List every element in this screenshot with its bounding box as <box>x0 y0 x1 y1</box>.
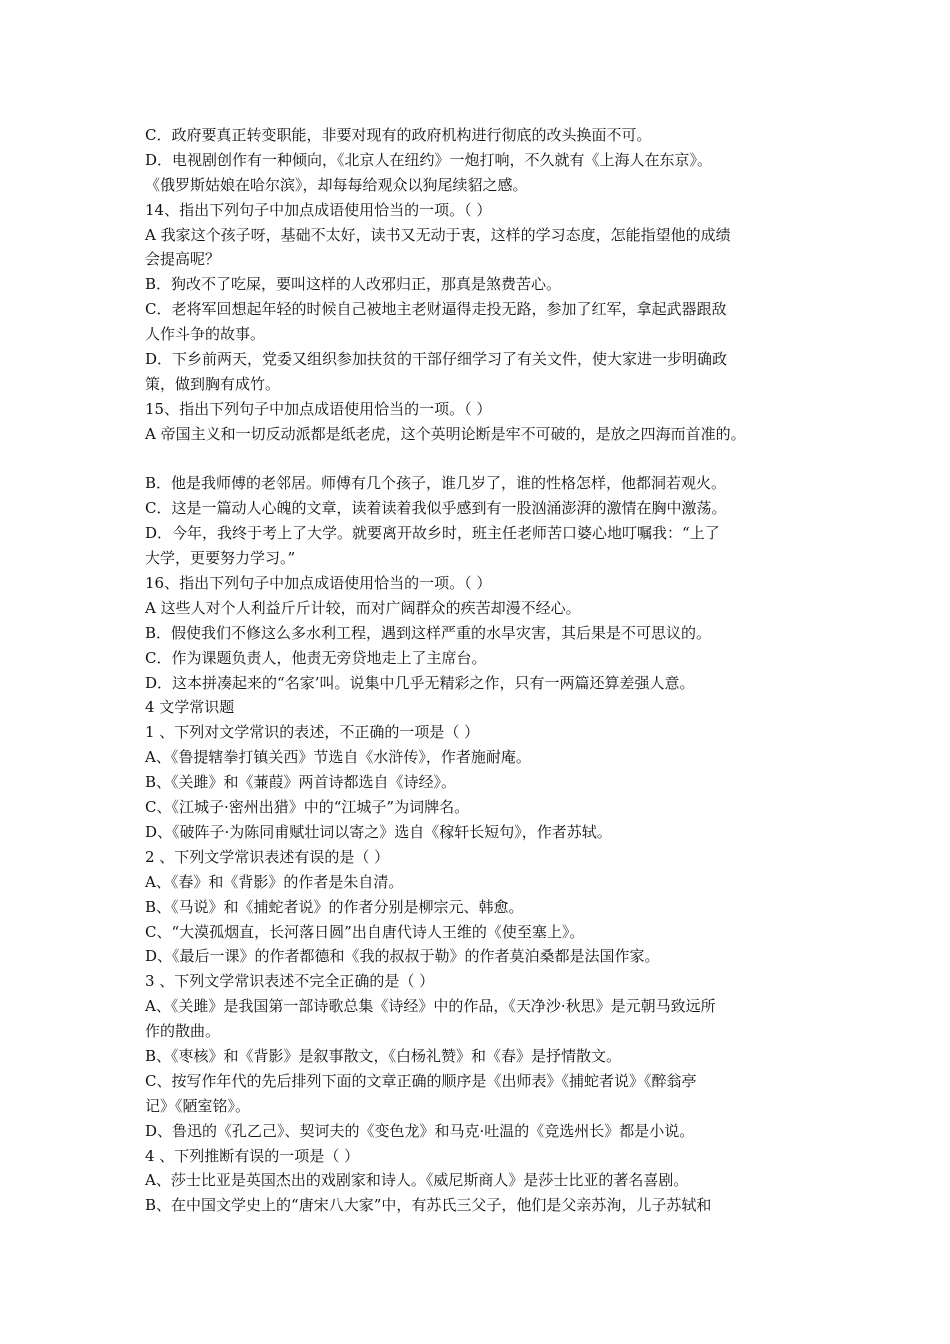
text-line: 人作斗争的故事。 <box>145 325 266 344</box>
text-line: D．电视剧创作有一种倾向，《北京人在纽约》一炮打响，不久就有《上海人在东京》。 <box>145 150 713 169</box>
text-line: C．老将军回想起年轻的时候自己被地主老财逼得走投无路，参加了红军，拿起武器跟敌 <box>145 300 727 319</box>
question-heading: 2 、下列文学常识表述有误的是（ ） <box>145 847 390 866</box>
question-heading: 15、指出下列句子中加点成语使用恰当的一项。（ ） <box>145 399 492 418</box>
text-line: A 我家这个孩子呀，基础不太好，读书又无动于衷，这样的学习态度，怎能指望他的成绩 <box>145 225 731 244</box>
text-line: D．今年，我终于考上了大学。就要离开故乡时，班主任老师苦口婆心地叮嘱我：“上了 <box>145 524 720 543</box>
text-line: B、在中国文学史上的“唐宋八大家”中，有苏氏三父子，他们是父亲苏洵，儿子苏轼和 <box>145 1196 712 1215</box>
text-line: C、《江城子·密州出猎》中的“江城子”为词牌名。 <box>145 798 470 817</box>
text-line: B、《马说》和《捕蛇者说》的作者分别是柳宗元、韩愈。 <box>145 897 524 916</box>
text-line: A 帝国主义和一切反动派都是纸老虎，这个英明论断是牢不可破的，是放之四海而首准的。 <box>145 424 746 443</box>
text-line: B．狗改不了吃屎，要叫这样的人改邪归正，那真是煞费苦心。 <box>145 275 562 294</box>
text-line: B、《枣核》和《背影》是叙事散文，《白杨礼赞》和《春》是抒情散文。 <box>145 1046 622 1065</box>
text-line: A、《关雎》是我国第一部诗歌总集《诗经》中的作品，《天净沙·秋思》是元朝马致远所 <box>145 997 716 1016</box>
text-line: C．这是一篇动人心魄的文章，读着读着我似乎感到有一股汹涌澎湃的激情在胸中激荡。 <box>145 499 727 518</box>
text-line: B．假使我们不修这么多水利工程，遇到这样严重的水旱灾害，其后果是不可思议的。 <box>145 623 712 642</box>
text-line: C．政府要真正转变职能，非要对现有的政府机构进行彻底的改头换面不可。 <box>145 126 652 144</box>
document-page <box>145 123 825 1218</box>
text-line: C．作为课题负责人，他责无旁贷地走上了主席台。 <box>145 648 487 667</box>
text-line: D．下乡前两天，党委又组织参加扶贫的干部仔细学习了有关文件，使大家进一步明确政 <box>145 350 728 369</box>
text-line: B、《关雎》和《蒹葭》两首诗都选自《诗经》。 <box>145 773 457 792</box>
text-line: B．他是我师傅的老邻居。师傅有几个孩子，谁几岁了，谁的性格怎样，他都洞若观火。 <box>145 474 727 493</box>
text-line: D．这本拼凑起来的“名家’叫。说集中几乎无精彩之作，只有一两篇还算差强人意。 <box>145 673 695 692</box>
question-heading: 4 、下列推断有误的一项是（ ） <box>145 1146 360 1165</box>
text-line: D、《最后一课》的作者都德和《我的叔叔于勒》的作者莫泊桑都是法国作家。 <box>145 947 660 966</box>
question-heading: 16、指出下列句子中加点成语使用恰当的一项。（ ） <box>145 574 492 593</box>
text-line: 《俄罗斯姑娘在哈尔滨》，却每每给观众以狗尾续貂之感。 <box>145 175 528 194</box>
text-line: 记》《陋室铭》。 <box>145 1096 251 1115</box>
text-line: A、莎士比亚是英国杰出的戏剧家和诗人。《威尼斯商人》是莎士比亚的著名喜剧。 <box>145 1171 689 1190</box>
text-line: C、“大漠孤烟直，长河落日圆”出自唐代诗人王维的《使至塞上》。 <box>145 922 585 941</box>
text-line: 策，做到胸有成竹。 <box>145 374 281 393</box>
text-line: D、鲁迅的《孔乙己》、契诃夫的《变色龙》和马克·吐温的《竞选州长》都是小说。 <box>145 1121 695 1140</box>
question-heading: 14、指出下列句子中加点成语使用恰当的一项。（ ） <box>145 200 492 219</box>
text-line: 大学，更要努力学习。” <box>145 549 296 568</box>
text-line: C、按写作年代的先后排列下面的文章正确的顺序是《出师表》《捕蛇者说》《醉翁亭 <box>145 1071 697 1090</box>
blank-line <box>145 447 825 472</box>
text-line: 会提高呢？ <box>145 250 221 269</box>
text-line: D、《破阵子·为陈同甫赋壮词以寄之》选自《稼轩长短句》，作者苏轼。 <box>145 822 612 841</box>
text-line: A、《鲁提辖拳打镇关西》节选自《水浒传》，作者施耐庵。 <box>145 748 531 767</box>
question-heading: 1 、下列对文学常识的表述，不正确的一项是（ ） <box>145 723 480 742</box>
section-heading: 4 文学常识题 <box>145 698 235 717</box>
text-line: 作的散曲。 <box>145 1022 221 1041</box>
text-line: A、《春》和《背影》的作者是朱自清。 <box>145 872 404 891</box>
text-line: A 这些人对个人利益斤斤计较，而对广阔群众的疾苦却漫不经心。 <box>145 598 581 617</box>
question-heading: 3 、下列文学常识表述不完全正确的是（ ） <box>145 972 435 991</box>
